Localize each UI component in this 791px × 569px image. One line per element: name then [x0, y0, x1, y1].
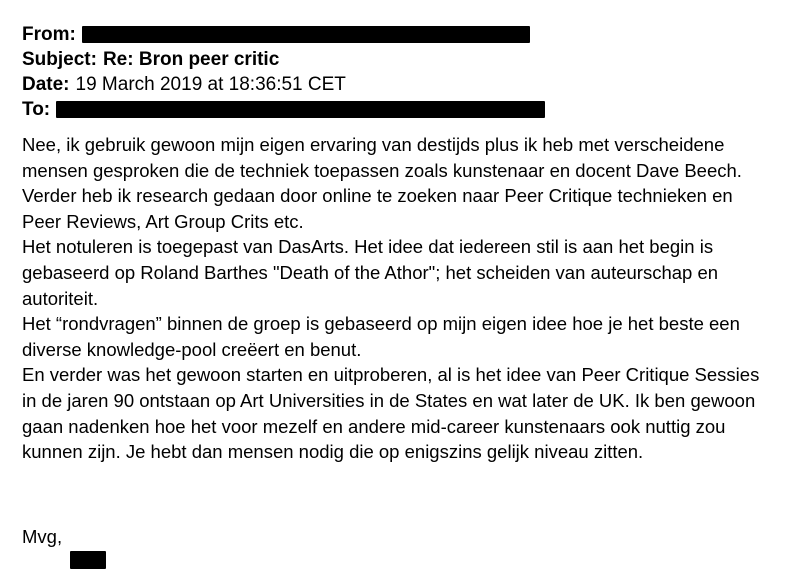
header-label-date: Date:	[22, 74, 70, 95]
header-row-from	[22, 22, 767, 47]
email-header-block	[22, 22, 767, 122]
email-body	[22, 132, 767, 465]
redaction-from	[82, 26, 530, 43]
body-paragraph-2: Het notuleren is toegepast van DasArts. Het idee dat iedereen stil is aan het begin is gebaseerd op Roland Barthes "Death of the Athor"; het scheiden van auteurschap en autoriteit.	[22, 236, 719, 309]
header-row-to	[22, 97, 767, 122]
header-label-subject: Subject:	[22, 49, 97, 70]
header-row-date	[22, 72, 767, 97]
email-signature	[22, 507, 767, 567]
body-paragraph-1: Nee, ik gebruik gewoon mijn eigen ervaring van destijds plus ik heb met verscheidene mensen gesproken die de techniek toepassen zoals kunstenaar en docent Dave Beech. Verder heb ik research gedaan door online te zoeken naar Peer Critique technieken en Peer Reviews, Art Group Crits etc.	[22, 134, 742, 232]
redaction-to	[56, 101, 545, 118]
header-row-subject	[22, 47, 767, 72]
body-paragraph-3: Het “rondvragen” binnen de groep is gebaseerd op mijn eigen idee hoe je het beste een diverse knowledge-pool creëert en benut.	[22, 313, 740, 360]
redaction-signature-name	[70, 551, 106, 569]
header-label-from: From:	[22, 24, 76, 45]
header-value-date: 19 March 2019 at 18:36:51 CET	[75, 74, 346, 95]
signature-text: Mvg,	[22, 525, 63, 547]
header-label-to: To:	[22, 99, 51, 120]
body-paragraph-4: En verder was het gewoon starten en uitproberen, al is het idee van Peer Critique Sessies in de jaren 90 ontstaan op Art Universities in de States en wat later de UK. Ik ben gewoon gaan nadenken hoe het voor mezelf en andere mid-career kunstenaars ook nuttig zou kunnen zijn. Je hebt dan mensen nodig die op enigszins gelijk niveau zitten.	[22, 364, 760, 463]
header-value-subject: Re: Bron peer critic	[102, 49, 280, 70]
